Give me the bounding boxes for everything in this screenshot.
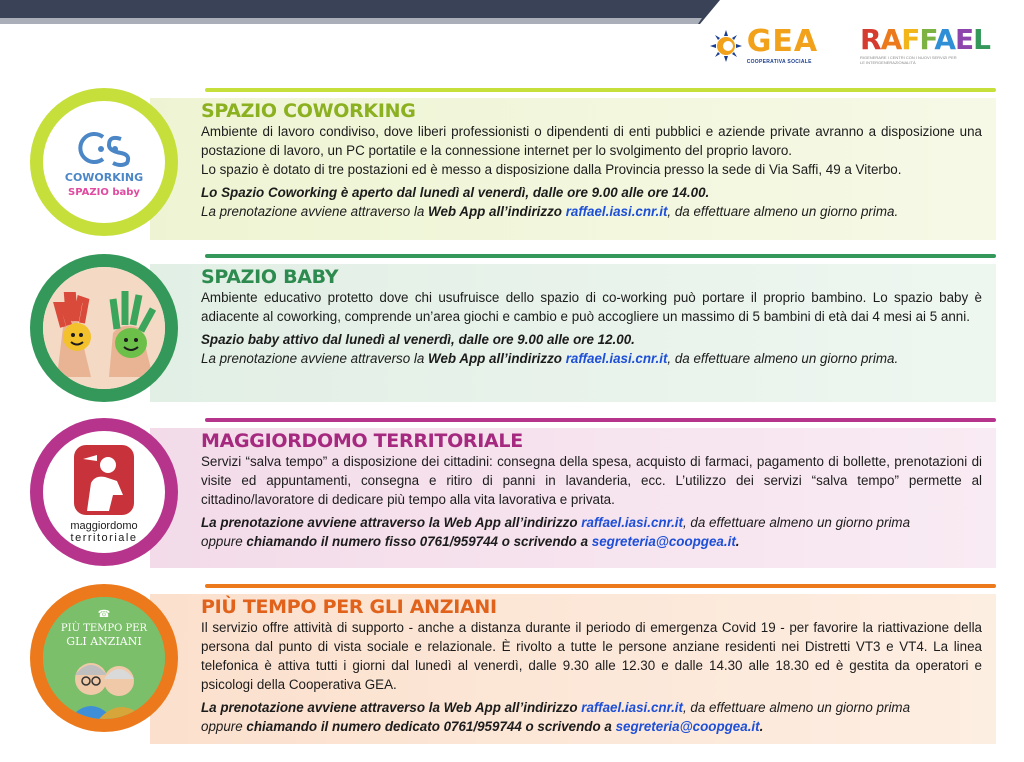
- card-paragraph: Ambiente di lavoro condiviso, dove liberi professionisti o dipendenti di enti pubblici e aziende private avranno a disposizione una postazione di lavoro, un PC portatile e la connessione internet per lo svolgimento del proprio lavoro.: [201, 124, 982, 158]
- card-title: PIÙ TEMPO PER GLI ANZIANI: [201, 596, 497, 618]
- painted-hands-icon: [43, 267, 165, 389]
- booking-bold-text: La prenotazione avviene attraverso la Web App all’indirizzo: [201, 515, 582, 530]
- card-title: SPAZIO BABY: [201, 266, 339, 288]
- card-content: [201, 430, 982, 551]
- coworking-badge-image: [43, 101, 165, 223]
- contact-bold-text: chiamando il numero fisso 0761/959744 o scrivendo a: [246, 534, 592, 549]
- card-content: [201, 266, 982, 368]
- booking-text-end: , da effettuare almeno un giorno prima: [682, 700, 911, 715]
- card-maggiordomo-territoriale: [30, 418, 996, 568]
- booking-text: La prenotazione avviene attraverso la: [201, 204, 429, 219]
- gea-sun-icon: [709, 29, 743, 63]
- coworking-logo-icon: [43, 101, 165, 223]
- anziani-badge-text-top: PIÙ TEMPO PER: [60, 623, 148, 634]
- gea-logo: [709, 23, 819, 65]
- coworking-badge-text-bottom: SPAZIO baby: [68, 187, 140, 198]
- card-description: [201, 618, 982, 694]
- maggiordomo-badge: [30, 418, 178, 566]
- booking-bold-text: La prenotazione avviene attraverso la Web App all’indirizzo: [201, 700, 582, 715]
- card-spazio-coworking: [30, 88, 996, 240]
- card-accent-line: [205, 584, 996, 588]
- baby-badge-image: [43, 267, 165, 389]
- booking-text-end: , da effettuare almeno un giorno prima.: [667, 351, 899, 366]
- anziani-logo-icon: [43, 597, 165, 719]
- maggiordomo-badge-text-bottom: territoriale: [70, 532, 138, 544]
- contact-bold-text: chiamando il numero dedicato 0761/959744 o scrivendo a: [246, 719, 616, 734]
- coworking-badge-text-top: COWORKING: [64, 171, 144, 184]
- card-notes: [201, 330, 982, 368]
- contact-info: [201, 717, 982, 736]
- maggiordomo-badge-text-top: maggiordomo: [70, 520, 138, 532]
- opening-hours: Spazio baby attivo dal lunedì al venerdì, dalle ore 9.00 alle ore 12.00.: [201, 332, 635, 347]
- maggiordomo-logo-icon: [43, 431, 165, 553]
- card-accent-line: [205, 418, 996, 422]
- card-paragraph: Il servizio offre attività di supporto - anche a distanza durante il periodo di emergenza Covid 19 - per favorire la riattivazione della persona dal punto di vista sociale e relazionale. È rivolto a tutte le persone anziane residenti nei Distretti VT3 e VT4. La linea telefonica è attiva tutti i giorni dal lunedì al venerdì, dalle 9.30 alle 12.30 e dalle 14.30 alle 18.30 ed è gestita da operatori e psicologi della Cooperativa GEA.: [201, 620, 982, 692]
- card-title: SPAZIO COWORKING: [201, 100, 416, 122]
- email-link[interactable]: segreteria@coopgea.it: [591, 534, 736, 549]
- card-accent-line: [205, 254, 996, 258]
- booking-info: [201, 698, 982, 717]
- anziani-badge-image: [43, 597, 165, 719]
- raffael-logo: [860, 23, 990, 66]
- card-content: [201, 596, 982, 736]
- webapp-link[interactable]: raffael.iasi.cnr.it: [581, 700, 683, 715]
- card-paragraph: Servizi “salva tempo” a disposizione dei cittadini: consegna della spesa, acquisto di farmaci, pagamento di bollette, prenotazioni di visite ed appuntamenti, consegna e ritiro di panni in lavanderia, ecc. L’utilizzo dei servizi “salva tempo” permette al cittadino/lavoratore di dedicare più tempo alla vita lavorativa e privata.: [201, 454, 982, 507]
- partner-logos: [709, 23, 990, 66]
- booking-text-end: , da effettuare almeno un giorno prima.: [667, 204, 899, 219]
- gea-logo-subtitle: COOPERATIVA SOCIALE: [746, 58, 812, 65]
- card-accent-line: [205, 88, 996, 92]
- email-link[interactable]: segreteria@coopgea.it: [615, 719, 760, 734]
- card-piu-tempo-anziani: [30, 584, 996, 744]
- anziani-badge-text-bottom: GLI ANZIANI: [66, 635, 142, 648]
- contact-info: [201, 532, 982, 551]
- raffael-logo-text: RAFFAEL: [860, 23, 990, 56]
- contact-text: oppure: [201, 534, 247, 549]
- coworking-badge: [30, 88, 178, 236]
- contact-text-end: .: [735, 534, 740, 549]
- booking-text: La prenotazione avviene attraverso la: [201, 351, 429, 366]
- card-description: [201, 452, 982, 509]
- card-notes: [201, 513, 982, 551]
- card-paragraph: Lo spazio è dotato di tre postazioni ed è messo a disposizione dalla Provincia presso la sede di Via Saffi, 49 a Viterbo.: [201, 162, 902, 177]
- baby-badge: [30, 254, 178, 402]
- booking-info: [201, 513, 982, 532]
- opening-hours: Lo Spazio Coworking è aperto dal lunedì al venerdì, dalle ore 9.00 alle ore 14.00.: [201, 185, 710, 200]
- anziani-badge: [30, 584, 178, 732]
- card-notes: [201, 183, 982, 221]
- booking-bold-text: Web App all’indirizzo: [428, 351, 566, 366]
- card-description: [201, 122, 982, 179]
- webapp-link[interactable]: raffael.iasi.cnr.it: [581, 515, 683, 530]
- booking-text-end: , da effettuare almeno un giorno prima: [682, 515, 911, 530]
- phone-icon: ☎: [97, 609, 111, 620]
- booking-info: [201, 349, 982, 368]
- contact-text: oppure: [201, 719, 247, 734]
- webapp-link[interactable]: raffael.iasi.cnr.it: [565, 351, 668, 366]
- contact-text-end: .: [759, 719, 764, 734]
- card-content: [201, 100, 982, 221]
- maggiordomo-badge-image: [43, 431, 165, 553]
- booking-bold-text: Web App all’indirizzo: [428, 204, 566, 219]
- card-notes: [201, 698, 982, 736]
- card-paragraph: Ambiente educativo protetto dove chi usufruisce dello spazio di co-working può portare il proprio bambino. Lo spazio baby è adiacente al coworking, comprende un’area giochi e cambio e può accogliere un massimo di 5 bambini di età dai 4 mesi ai 5 anni.: [201, 290, 982, 324]
- raffael-logo-tagline: RIGENERARE I CENTRI CON I NUOVI SERVIZI PER LE INTERGENERAZIONALITÀ: [860, 55, 957, 65]
- card-description: [201, 288, 982, 326]
- card-title: MAGGIORDOMO TERRITORIALE: [201, 430, 523, 452]
- card-spazio-baby: [30, 254, 996, 402]
- header-stripe: [0, 0, 720, 24]
- webapp-link[interactable]: raffael.iasi.cnr.it: [565, 204, 668, 219]
- gea-logo-text: GEA: [746, 23, 819, 59]
- booking-info: [201, 202, 982, 221]
